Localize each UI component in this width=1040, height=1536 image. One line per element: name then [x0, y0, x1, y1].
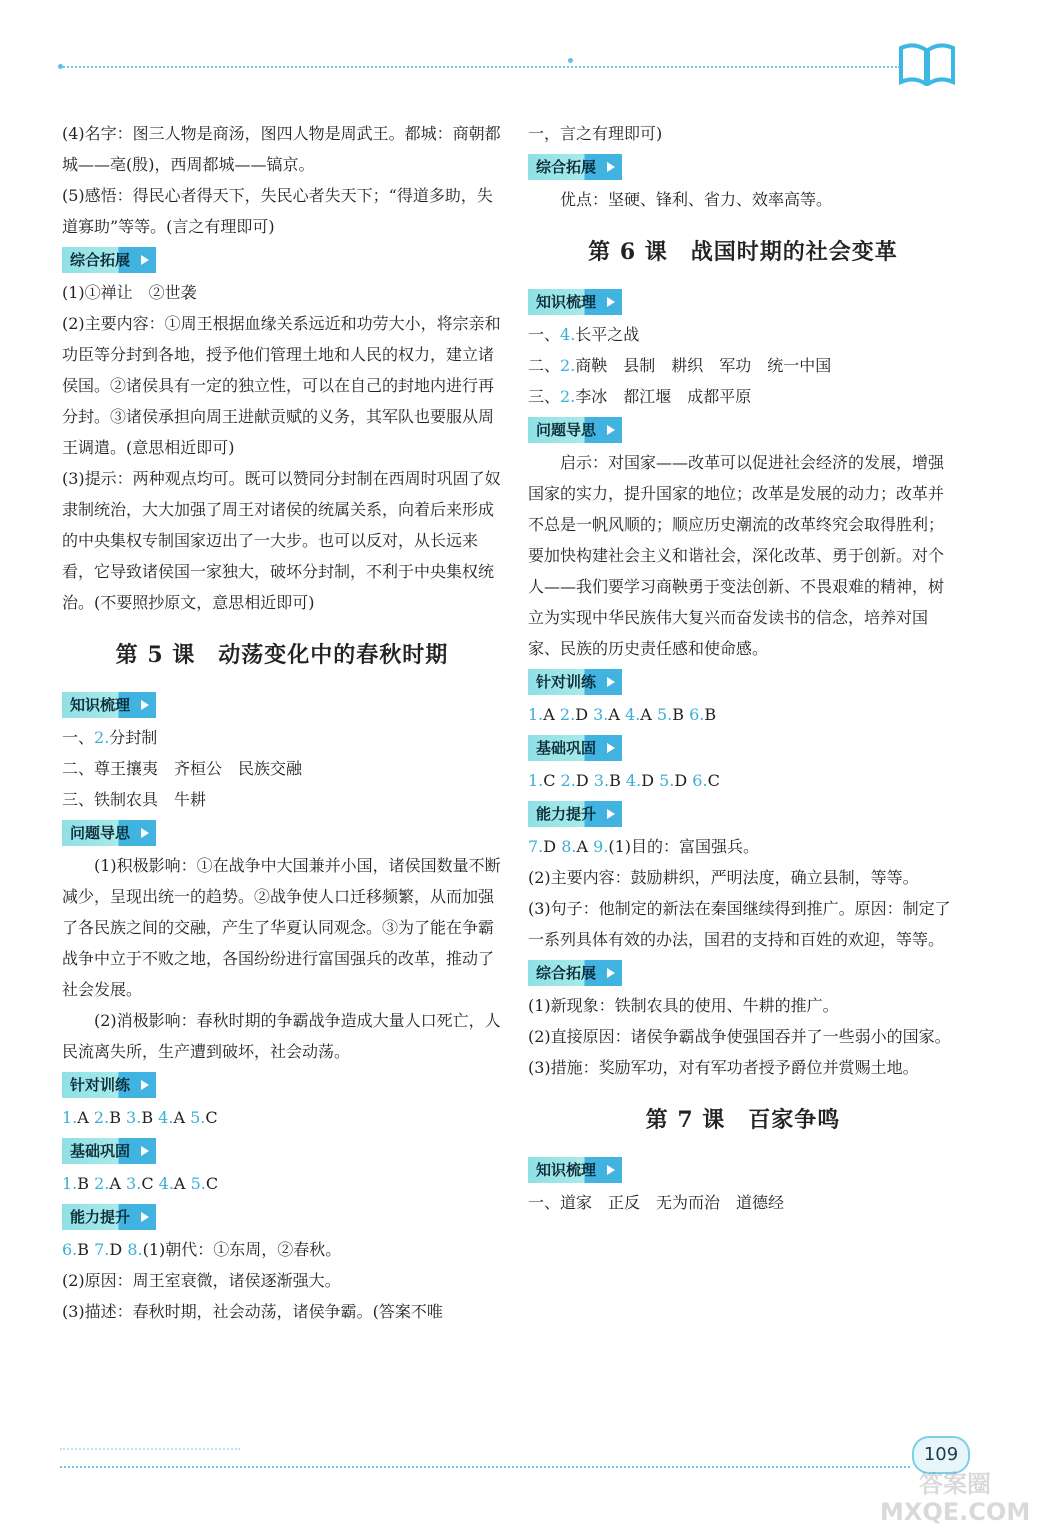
lesson-title: 第 7 课 百家争鸣: [645, 1107, 841, 1133]
answer-row: 1.A 2.B 3.B 4.A 5.C: [62, 1108, 218, 1127]
section-tag: 能力提升: [62, 1204, 156, 1230]
paragraph: (1)新现象：铁制农具的使用、牛耕的推广。: [528, 996, 839, 1015]
paragraph: (4)名字：图三人物是商汤，图四人物是周武王。都城：商朝都城——亳(殷)，西周都城——镐京。: [62, 124, 501, 174]
right-column: [528, 118, 958, 1218]
answer-row: 6.B 7.D 8.(1)朝代：①东周，②春秋。: [62, 1240, 342, 1259]
book-icon: [898, 40, 956, 86]
knowledge-item: 二、尊王攘夷 齐桓公 民族交融: [62, 759, 303, 778]
knowledge-item: 二、2.商鞅 县制 耕织 军功 统一中国: [528, 356, 832, 375]
knowledge-item: 三、2.李冰 都江堰 成都平原: [528, 387, 752, 406]
paragraph: (2)主要内容：①周王根据血缘关系远近和功劳大小，将宗亲和功臣等分封到各地，授予他们管理土地和人民的权力，建立诸侯国。②诸侯具有一定的独立性，可以在自己的封地内进行再分封。③诸侯承担向周王进献贡赋的义务，其军队也要服从周王调遣。(意思相近即可): [62, 314, 501, 457]
paragraph: (2)消极影响：春秋时期的争霸战争造成大量人口死亡，人民流离失所，生产遭到破坏，社会动荡。: [62, 1011, 501, 1061]
paragraph: (3)提示：两种观点均可。既可以赞同分封制在西周时巩固了奴隶制统治，大大加强了周王对诸侯的统属关系，向着后来形成的中央集权专制国家迈出了一大步。也可以反对，从长远来看，它导致诸侯国一家独大，破坏分封制，不利于中央集权统治。(不要照抄原文，意思相近即可): [62, 469, 501, 612]
paragraph: (2)直接原因：诸侯争霸战争使强国吞并了一些弱小的国家。: [528, 1027, 951, 1046]
knowledge-item: 一、4.长平之战: [528, 325, 640, 344]
paragraph: (5)感悟：得民心者得天下，失民心者失天下；“得道多助，失道寡助”等等。(言之有理即可): [62, 186, 493, 236]
watermark: 答案圈 MXQE.COM: [880, 1470, 1031, 1526]
knowledge-item: 三、铁制农具 牛耕: [62, 790, 207, 809]
footer-rule: [60, 1466, 910, 1468]
page-number: 109: [912, 1436, 970, 1474]
header-dot: [58, 64, 63, 69]
answer-row: 1.B 2.A 3.C 4.A 5.C: [62, 1174, 219, 1193]
section-tag: 针对训练: [528, 669, 622, 695]
knowledge-item: 一、2.分封制: [62, 728, 158, 747]
section-tag: 综合拓展: [62, 247, 156, 273]
lesson-title: 第 6 课 战国时期的社会变革: [588, 239, 898, 265]
section-tag: 基础巩固: [528, 735, 622, 761]
section-tag: 基础巩固: [62, 1138, 156, 1164]
lesson-title: 第 5 课 动荡变化中的春秋时期: [115, 642, 449, 668]
section-tag: 知识梳理: [62, 692, 156, 718]
knowledge-item: 一、道家 正反 无为而治 道德经: [528, 1193, 785, 1212]
section-tag: 知识梳理: [528, 289, 622, 315]
left-column: [62, 118, 502, 1327]
section-tag: 问题导思: [62, 820, 156, 846]
paragraph: (1)①禅让 ②世袭: [62, 283, 197, 302]
section-tag: 综合拓展: [528, 960, 622, 986]
paragraph: 优点：坚硬、锋利、省力、效率高等。: [560, 190, 833, 209]
footer-rule: [60, 1448, 240, 1450]
section-tag: 针对训练: [62, 1072, 156, 1098]
section-tag: 综合拓展: [528, 154, 622, 180]
paragraph: 启示：对国家——改革可以促进社会经济的发展，增强国家的实力，提升国家的地位；改革是发展的动力；改革并不总是一帆风顺的；顺应历史潮流的改革终究会取得胜利；要加快构建社会主义和谐社会，深化改革、勇于创新。对个人——我们要学习商鞅勇于变法创新、不畏艰难的精神，树立为实现中华民族伟大复兴而奋发读书的信念，培养对国家、民族的历史责任感和使命感。: [528, 453, 945, 658]
paragraph: (3)措施：奖励军功，对有军功者授予爵位并赏赐土地。: [528, 1058, 919, 1077]
section-tag: 问题导思: [528, 417, 622, 443]
paragraph: (2)主要内容：鼓励耕织，严明法度，确立县制，等等。: [528, 868, 919, 887]
answer-row: 7.D 8.A 9.(1)目的：富国强兵。: [528, 837, 760, 856]
answer-row: 1.A 2.D 3.A 4.A 5.B 6.B: [528, 705, 717, 724]
header-dot: [568, 58, 573, 63]
section-tag: 知识梳理: [528, 1157, 622, 1183]
paragraph: (3)描述：春秋时期，社会动荡，诸侯争霸。(答案不唯: [62, 1302, 443, 1321]
section-tag: 能力提升: [528, 801, 622, 827]
paragraph: 一，言之有理即可): [528, 124, 663, 143]
paragraph: (3)句子：他制定的新法在秦国继续得到推广。原因：制定了一系列具体有效的办法，国君的支持和百姓的欢迎，等等。: [528, 899, 951, 949]
answer-row: 1.C 2.D 3.B 4.D 5.D 6.C: [528, 771, 720, 790]
header-rule: [60, 66, 900, 68]
paragraph: (2)原因：周王室衰微，诸侯逐渐强大。: [62, 1271, 341, 1290]
paragraph: (1)积极影响：①在战争中大国兼并小国，诸侯国数量不断减少，呈现出统一的趋势。②战争使人口迁移频繁，从而加强了各民族之间的交融，产生了华夏认同观念。③为了能在争霸战争中立于不败之地，各国纷纷进行富国强兵的改革，推动了社会发展。: [62, 856, 501, 999]
